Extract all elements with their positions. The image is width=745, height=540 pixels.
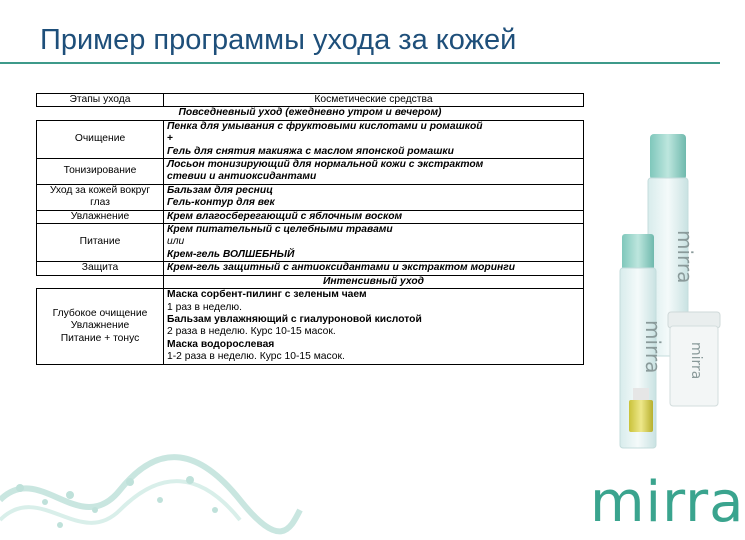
stage-line: Увлажнение bbox=[70, 320, 130, 332]
product-line: Гель-контур для век bbox=[167, 197, 275, 209]
product-line: Бальзам для ресниц bbox=[167, 184, 273, 196]
stage-eye-care: Уход за кожей вокруг глаз bbox=[37, 184, 164, 210]
table-row bbox=[37, 262, 584, 275]
product-line: 1-2 раза в неделю. Курс 10-15 масок. bbox=[167, 351, 345, 363]
products-nourishing bbox=[164, 224, 584, 262]
products-eye-care bbox=[164, 184, 584, 210]
product-line: Бальзам увлажняющий с гиалуроновой кислотой bbox=[167, 313, 422, 325]
product-line: Пенка для умывания с фруктовыми кислотами и ромашкой bbox=[167, 120, 483, 132]
product-line: Маска сорбент-пилинг с зеленым чаем bbox=[167, 289, 367, 301]
table-row bbox=[37, 159, 584, 185]
products-moisturizing bbox=[164, 210, 584, 223]
product-line: Крем питательный с целебными травами bbox=[167, 224, 393, 236]
bottle-label: mirra bbox=[673, 230, 697, 284]
care-program-table bbox=[36, 93, 584, 365]
table-row bbox=[37, 120, 584, 158]
daily-section-row bbox=[37, 107, 584, 120]
dna-decoration bbox=[0, 440, 300, 540]
vial-cap bbox=[633, 388, 649, 402]
product-line: 2 раза в неделю. Курс 10-15 масок. bbox=[167, 326, 336, 338]
daily-section-header: Повседневный уход (ежедневно утром и вечером) bbox=[178, 107, 442, 119]
intensive-section-row bbox=[37, 275, 584, 288]
products-toning bbox=[164, 159, 584, 185]
intensive-stages bbox=[37, 289, 164, 364]
bottle-cap bbox=[650, 134, 686, 180]
stage-nourishing: Питание bbox=[37, 224, 164, 262]
header-products: Косметические средства bbox=[164, 94, 584, 107]
bottle-cap bbox=[622, 234, 654, 270]
product-line: Гель для снятия макияжа с маслом японской ромашки bbox=[167, 145, 454, 157]
product-line: Крем влагосберегающий с яблочным воском bbox=[167, 210, 403, 222]
jar-label: mirra bbox=[688, 342, 704, 380]
vial-body bbox=[629, 400, 653, 432]
product-line: 1 раз в неделю. bbox=[167, 301, 243, 313]
product-bottles-image bbox=[586, 80, 720, 460]
stage-line: Глубокое очищение bbox=[52, 307, 148, 319]
intensive-section-header: Интенсивный уход bbox=[164, 275, 584, 288]
stage-line: Питание + тонус bbox=[60, 332, 140, 344]
page-title: Пример программы ухода за кожей bbox=[40, 24, 517, 56]
title-divider bbox=[0, 62, 720, 64]
product-line: Крем-гель ВОЛШЕБНЫЙ bbox=[167, 248, 295, 260]
mirra-logo: mirra bbox=[590, 470, 745, 535]
stage-toning: Тонизирование bbox=[37, 159, 164, 185]
header-stages: Этапы ухода bbox=[37, 94, 164, 107]
product-line: Лосьон тонизирующий для нормальной кожи с экстрактом bbox=[167, 159, 484, 171]
products-cleansing bbox=[164, 120, 584, 158]
product-line: стевии и антиоксидантами bbox=[167, 171, 317, 183]
table-header-row bbox=[37, 94, 584, 107]
product-line: Маска водорослевая bbox=[167, 338, 275, 350]
table-row bbox=[37, 184, 584, 210]
stage-moisturizing: Увлажнение bbox=[37, 210, 164, 223]
intensive-products bbox=[164, 289, 584, 364]
table-row bbox=[37, 210, 584, 223]
table-row bbox=[37, 224, 584, 262]
product-line: Крем-гель защитный с антиоксидантами и экстрактом моринги bbox=[167, 262, 515, 274]
bottle-label: mirra bbox=[641, 320, 665, 374]
stage-protection: Защита bbox=[37, 262, 164, 275]
intensive-row bbox=[37, 289, 584, 364]
product-line: + bbox=[167, 133, 174, 145]
stage-cleansing: Очищение bbox=[37, 120, 164, 158]
products-protection bbox=[164, 262, 584, 275]
product-line: или bbox=[167, 236, 185, 248]
